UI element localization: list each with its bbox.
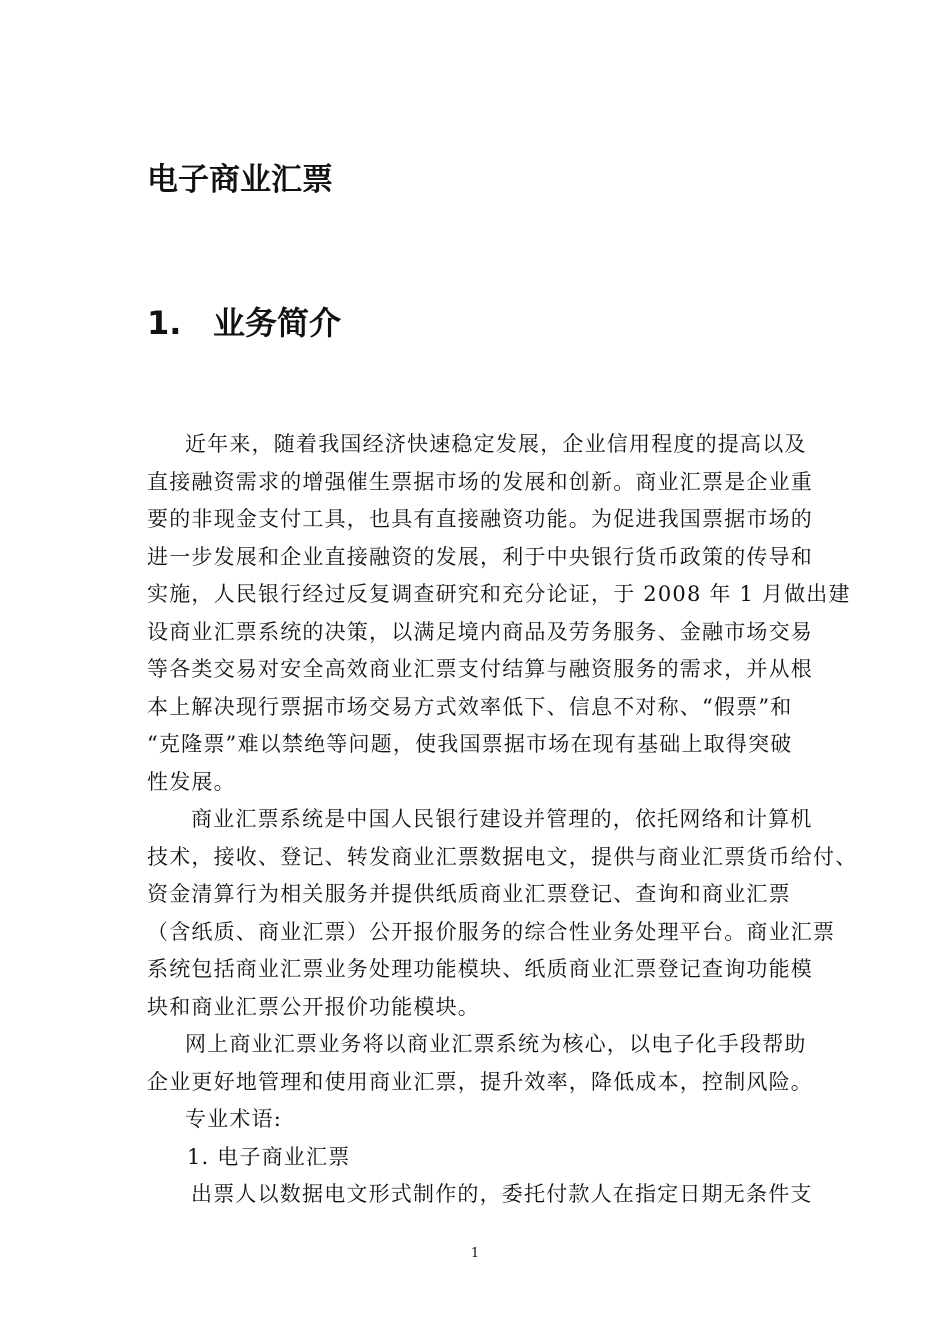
paragraph-line: 块和商业汇票公开报价功能模块。: [147, 994, 480, 1019]
paragraph-line: 等各类交易对安全高效商业汇票支付结算与融资服务的需求，并从根: [147, 657, 813, 681]
section-heading: [147, 300, 341, 346]
document-title: 电子商业汇票: [147, 162, 333, 198]
page-number: 1: [470, 1246, 480, 1261]
terms-label: 专业术语:: [185, 1107, 283, 1131]
section-number: 1.: [147, 304, 182, 342]
paragraph-line: 实施，人民银行经过反复调查研究和充分论证，于 2008 年 1 月做出建: [147, 582, 851, 606]
paragraph-line: 近年来，随着我国经济快速稳定发展，企业信用程度的提高以及: [185, 432, 807, 456]
paragraph-line: 商业汇票系统是中国人民银行建设并管理的，依托网络和计算机: [191, 807, 813, 831]
paragraph-line: 网上商业汇票业务将以商业汇票系统为核心，以电子化手段帮助: [185, 1032, 807, 1056]
paragraph-line: 技术，接收、登记、转发商业汇票数据电文，提供与商业汇票货币给付、: [147, 844, 858, 869]
paragraph-line: 设商业汇票系统的决策，以满足境内商品及劳务服务、金融市场交易: [147, 619, 813, 644]
paragraph-line: 资金清算行为相关服务并提供纸质商业汇票登记、查询和商业汇票: [147, 882, 791, 906]
document-body: [147, 426, 858, 1214]
paragraph-line: 本上解决现行票据市场交易方式效率低下、信息不对称、“假票”和: [147, 694, 793, 719]
term-definition-line: 出票人以数据电文形式制作的，委托付款人在指定日期无条件支: [191, 1182, 813, 1206]
paragraph-line: 要的非现金支付工具，也具有直接融资功能。为促进我国票据市场的: [147, 507, 813, 531]
section-title: 业务简介: [213, 304, 342, 342]
paragraph-line: 直接融资需求的增强催生票据市场的发展和创新。商业汇票是企业重: [147, 469, 813, 494]
paragraph-line: 企业更好地管理和使用商业汇票，提升效率，降低成本，控制风险。: [147, 1069, 813, 1094]
paragraph-line: 性发展。: [147, 769, 236, 794]
paragraph-line: 系统包括商业汇票业务处理功能模块、纸质商业汇票登记查询功能模: [147, 957, 813, 981]
paragraph-line: “克隆票”难以禁绝等问题，使我国票据市场在现有基础上取得突破: [147, 732, 793, 756]
paragraph-line: 进一步发展和企业直接融资的发展，利于中央银行货币政策的传导和: [147, 544, 813, 569]
paragraph-line: （含纸质、商业汇票）公开报价服务的综合性业务处理平台。商业汇票: [147, 919, 836, 944]
term-heading: 1. 电子商业汇票: [187, 1144, 351, 1169]
